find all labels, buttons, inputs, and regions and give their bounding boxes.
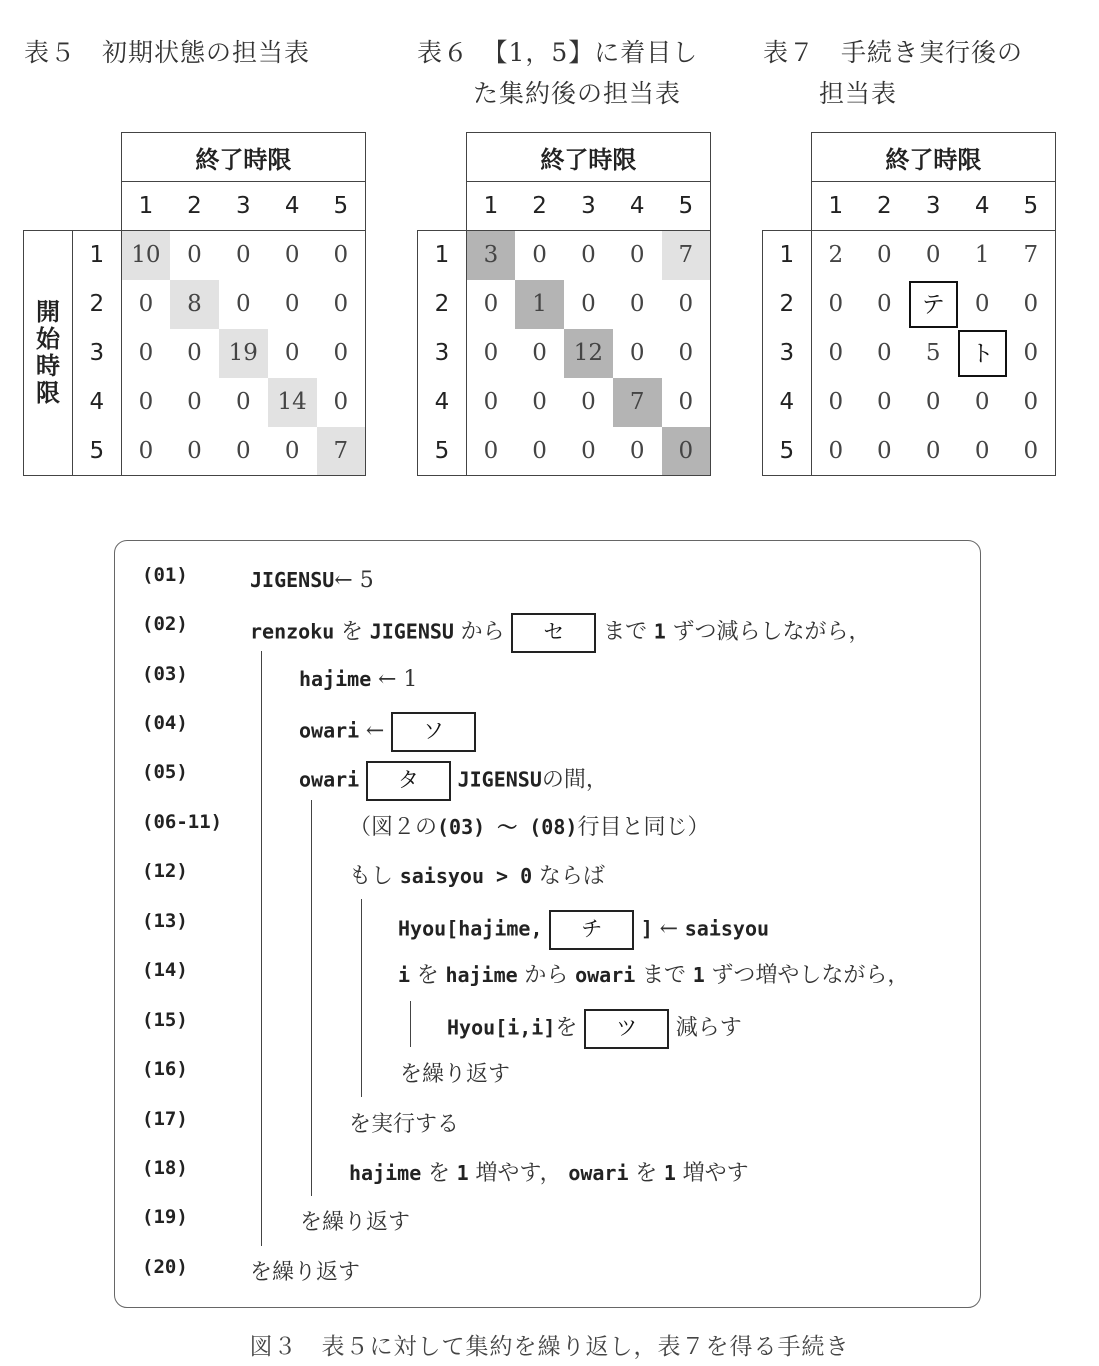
col-num: 1 [811,182,860,231]
code-line-14: i を hajime から owari まで 1 ずつ増やしながら， [398,963,910,988]
code-line-02: renzoku を JIGENSU から セ まで 1 ずつ減らしながら， [250,613,871,645]
table-cell: 0 [317,280,366,329]
line-number: (15) [142,1009,188,1031]
table-cell: 0 [909,231,958,280]
code-line-15: Hyou[i,i]を ツ 減らす [447,1009,742,1041]
table-cell: 1 [515,280,564,329]
table-cell: 0 [877,389,892,415]
answer-box-to: ト [958,329,1007,378]
line-number: (06-11) [142,811,223,833]
table-cell: 0 [121,427,170,476]
col-num: 5 [1007,182,1056,231]
table-cell: 0 [662,378,711,427]
table-cell: 7 [317,427,366,476]
line-number: (02) [142,613,188,635]
table-cell: 0 [1007,427,1056,476]
col-num: 1 [121,182,170,231]
table-cell: 0 [317,378,366,427]
table-cell: 0 [958,427,1007,476]
start-period-label: 開始時限 [24,231,73,476]
line-number: (05) [142,761,188,783]
row-num: 5 [418,427,467,476]
table-cell: 0 [1007,280,1056,329]
table-cell: 0 [317,231,366,280]
table-cell: 0 [581,389,596,415]
table-cell: 0 [828,340,844,366]
col-num: 3 [219,182,268,231]
code-line-12: もし saisyou > 0 ならば [349,864,605,889]
table-cell: 0 [532,389,547,415]
table-cell: 0 [662,329,711,378]
table-cell: 10 [121,231,170,280]
table7 [762,132,1056,476]
col-num: 3 [564,182,613,231]
code-line-13: Hyou[hajime, チ ] ← saisyou [398,910,769,942]
table-cell: 0 [925,389,941,415]
table-cell: 0 [515,231,564,280]
table-cell: 0 [909,427,958,476]
table5-caption: 表５ 初期状態の担当表 [24,38,311,67]
table-cell: 5 [925,340,941,366]
table-cell: 0 [860,231,909,280]
line-number: (18) [142,1157,188,1179]
table-cell: 0 [877,291,892,317]
table-cell: 0 [187,389,202,415]
code-line-20: を繰り返す [250,1260,361,1285]
col-num: 2 [170,182,219,231]
row-num: 3 [418,329,467,378]
table-cell: 8 [170,280,219,329]
table-cell: 0 [483,291,499,317]
row-num: 2 [418,280,467,329]
table-cell: 0 [466,427,515,476]
line-number: (12) [142,860,188,882]
line-number: (01) [142,564,188,586]
end-period-header: 終了時限 [466,133,710,182]
table-cell: 0 [662,280,711,329]
loop-bar-outer [261,651,262,1246]
table-cell: 0 [662,427,711,476]
figure-caption: 図３ 表５に対して集約を繰り返し，表７を得る手続き [249,1334,850,1360]
table-cell: 0 [284,340,300,366]
col-num: 4 [613,182,662,231]
row-num: 5 [72,427,121,476]
table-cell: 0 [483,389,499,415]
loop-bar-inner [410,1001,411,1047]
table-cell: 0 [219,427,268,476]
line-number: (17) [142,1108,188,1130]
table7-caption: 表７ 手続き実行後の 担当表 [763,38,1024,108]
col-num: 3 [909,182,958,231]
code-line-16: を繰り返す [400,1062,511,1087]
row-num: 2 [72,280,121,329]
line-number: (14) [142,959,188,981]
table-cell: 7 [1007,231,1056,280]
table6-caption: 表６ 【1，5】に着目し た集約後の担当表 [417,38,699,108]
table-cell: 0 [974,291,990,317]
answer-box-tsu: ツ [584,1009,669,1049]
row-num: 3 [763,329,812,378]
row-num: 1 [418,231,467,280]
table-cell: 0 [515,427,564,476]
table-cell: 19 [219,329,268,378]
table-cell: 0 [138,389,154,415]
table-cell: 0 [219,231,268,280]
table-cell: 0 [235,291,251,317]
col-num: 1 [466,182,515,231]
table-cell: 0 [138,340,154,366]
table-cell: 1 [958,231,1007,280]
line-number: (04) [142,712,188,734]
table-cell: 0 [629,291,645,317]
table-cell: 0 [564,231,613,280]
code-line-05: owari タ JIGENSUの間， [299,761,608,793]
answer-box-se: セ [511,613,596,653]
table-cell: 0 [860,427,909,476]
table-cell: 0 [187,340,202,366]
line-number: (20) [142,1256,188,1278]
table-cell: 0 [170,231,219,280]
line-number: (13) [142,910,188,932]
table-cell: 0 [828,389,844,415]
table5 [23,132,366,476]
col-num: 4 [958,182,1007,231]
row-num: 2 [763,280,812,329]
table-cell: 0 [581,291,596,317]
table-cell: 7 [662,231,711,280]
table-cell: 0 [1007,378,1056,427]
code-line-06-11: （図２の(03) ～ (08)行目と同じ） [349,815,710,840]
table-cell: 14 [268,378,317,427]
code-line-17: を実行する [349,1112,460,1137]
row-num: 3 [72,329,121,378]
row-num: 4 [72,378,121,427]
line-number: (03) [142,663,188,685]
line-number: (16) [142,1058,188,1080]
answer-box-chi: チ [549,910,634,950]
table-cell: 2 [811,231,860,280]
table-cell: 0 [629,340,645,366]
table6 [417,132,711,476]
table-cell: 0 [268,427,317,476]
table-cell: 0 [877,340,892,366]
table-cell: 0 [317,329,366,378]
table-cell: 0 [268,231,317,280]
col-num: 5 [317,182,366,231]
table-cell: 0 [828,291,844,317]
table-cell: 0 [138,291,154,317]
table-cell: 0 [1007,329,1056,378]
table-cell: 0 [811,427,860,476]
col-num: 2 [515,182,564,231]
answer-box-te: テ [909,280,958,329]
code-line-19: を繰り返す [300,1210,411,1235]
col-num: 2 [860,182,909,231]
table-cell: 0 [532,340,547,366]
if-bar [361,899,362,1097]
line-number: (19) [142,1206,188,1228]
code-line-04: owari ← ソ [299,712,476,744]
code-line-18: hajime を 1 増やす， owari を 1 増やす [349,1161,749,1186]
table-cell: 0 [483,340,499,366]
table-cell: 0 [235,389,251,415]
code-line-01: JIGENSU← 5 [250,568,374,593]
answer-box-so: ソ [391,712,476,752]
table-cell: 12 [564,329,613,378]
col-num: 5 [662,182,711,231]
row-num: 1 [72,231,121,280]
table-cell: 0 [284,291,300,317]
table-cell: 3 [466,231,515,280]
table-cell: 0 [564,427,613,476]
end-period-header: 終了時限 [121,133,365,182]
row-num: 4 [763,378,812,427]
row-num: 4 [418,378,467,427]
table-cell: 0 [170,427,219,476]
code-line-03: hajime ← 1 [299,667,418,692]
table-cell: 0 [613,231,662,280]
table-cell: 7 [613,378,662,427]
col-num: 4 [268,182,317,231]
table-cell: 0 [613,427,662,476]
end-period-header: 終了時限 [811,133,1055,182]
row-num: 1 [763,231,812,280]
answer-box-ta: タ [366,761,451,801]
row-num: 5 [763,427,812,476]
table-cell: 0 [974,389,990,415]
loop-bar-while [311,800,312,1196]
